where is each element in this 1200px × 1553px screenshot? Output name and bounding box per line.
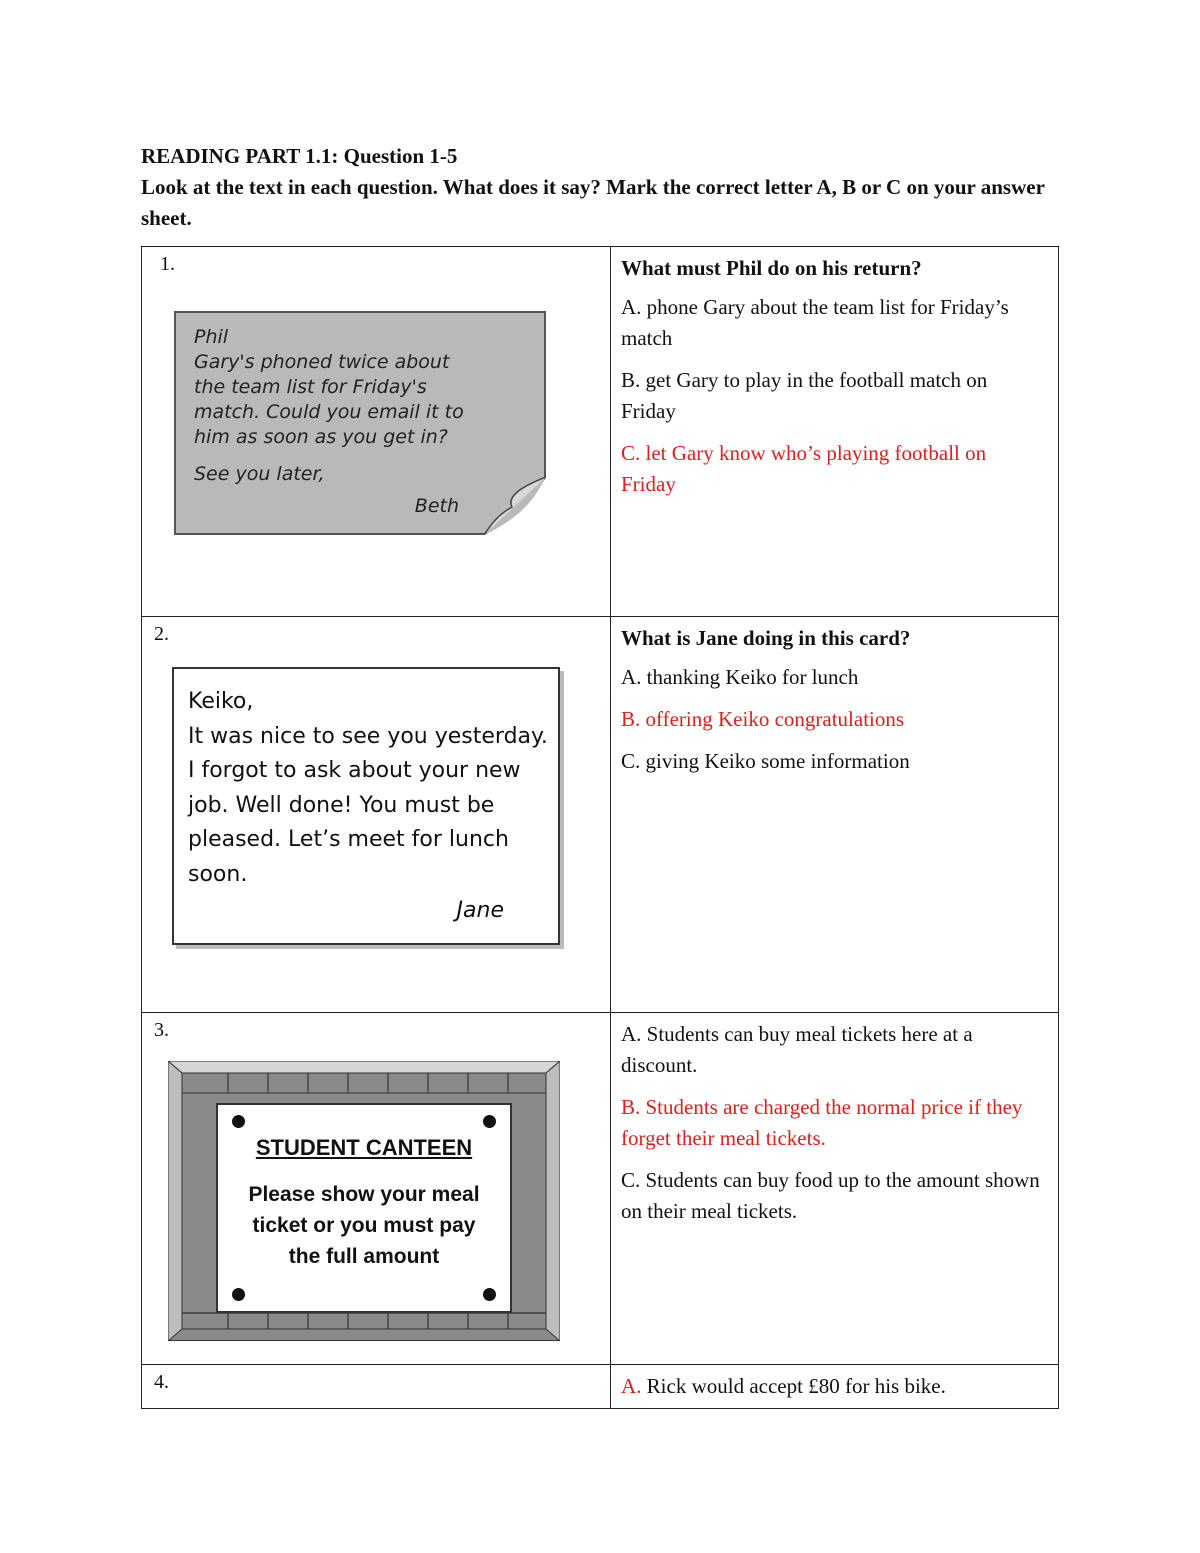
option-b-correct: B. Students are charged the normal price if they forget their meal tickets. <box>621 1095 1023 1150</box>
questions-table <box>141 246 1059 1409</box>
pin-icon <box>483 1288 496 1301</box>
question-1-text-cell <box>142 247 611 617</box>
card-text <box>188 685 558 892</box>
question-row-2 <box>142 617 1059 1013</box>
card-note <box>172 667 560 945</box>
note-line: match. Could you email it to <box>194 401 464 423</box>
question-number: 1. <box>160 253 175 275</box>
question-row-4 <box>142 1365 1059 1409</box>
card-line: soon. <box>188 861 248 887</box>
question-prompt: What must Phil do on his return? <box>621 256 922 280</box>
pin-icon <box>483 1115 496 1128</box>
canteen-sign-image <box>168 1061 560 1341</box>
question-2-answer-cell <box>611 617 1059 1013</box>
question-1-answer-cell <box>611 247 1059 617</box>
card-line: It was nice to see you yesterday. <box>188 723 548 749</box>
pin-icon <box>232 1115 245 1128</box>
option-c: C. giving Keiko some information <box>621 749 910 773</box>
option-a: A. phone Gary about the team list for Friday’s match <box>621 295 1009 350</box>
option-b: B. get Gary to play in the football match on Friday <box>621 368 988 423</box>
sign-panel <box>216 1103 512 1313</box>
note-line: Gary's phoned twice about <box>194 351 450 373</box>
note-text <box>194 325 534 487</box>
option-b-correct: B. offering Keiko congratulations <box>621 707 905 731</box>
card-signature: Jane <box>456 898 504 923</box>
note-line: the team list for Friday's <box>194 376 427 398</box>
option-a: A. Students can buy meal tickets here at a discount. <box>621 1022 973 1077</box>
option-a <box>621 1371 1044 1402</box>
note-line: him as soon as you get in? <box>194 426 448 448</box>
card-line: job. Well done! You must be <box>188 792 495 818</box>
option-c: C. Students can buy food up to the amount shown on their meal tickets. <box>621 1168 1040 1223</box>
page-curl-icon <box>476 475 546 535</box>
question-3-text-cell <box>142 1013 611 1365</box>
sign-line: ticket or you must pay <box>252 1214 476 1237</box>
sign-line: Please show your meal <box>248 1183 480 1206</box>
question-number: 2. <box>154 623 169 645</box>
card-line: pleased. Let’s meet for lunch <box>188 827 509 852</box>
pin-icon <box>232 1288 245 1301</box>
question-4-answer-cell <box>611 1365 1059 1409</box>
option-a-correct-letter: A. <box>621 1374 642 1398</box>
note-closing: See you later, <box>194 463 325 485</box>
option-c-correct: C. let Gary know who’s playing football on Friday <box>621 441 987 496</box>
page-header <box>141 140 1061 234</box>
question-number: 3. <box>154 1019 169 1041</box>
question-row-3 <box>142 1013 1059 1365</box>
sign-title: STUDENT CANTEEN <box>255 1135 473 1160</box>
sticky-note <box>174 311 546 535</box>
question-3-answer-cell <box>611 1013 1059 1365</box>
question-row-1 <box>142 247 1059 617</box>
sticky-note-image <box>166 289 586 559</box>
question-prompt: What is Jane doing in this card? <box>621 626 911 650</box>
card-line: I forgot to ask about your new <box>188 758 521 783</box>
option-a-text: Rick would accept £80 for his bike. <box>641 1374 946 1398</box>
option-a: A. thanking Keiko for lunch <box>621 665 859 689</box>
note-line: Phil <box>194 326 229 348</box>
sign-body <box>218 1179 510 1272</box>
note-signature: Beth <box>414 495 459 517</box>
card-line: Keiko, <box>188 689 254 714</box>
sign-line: the full amount <box>288 1245 440 1268</box>
question-2-text-cell <box>142 617 611 1013</box>
question-4-text-cell <box>142 1365 611 1409</box>
instructions: Look at the text in each question. What does it say? Mark the correct letter A, B or C on your answer sheet. <box>141 175 1045 230</box>
question-number: 4. <box>154 1371 169 1393</box>
page-title: READING PART 1.1: Question 1-5 <box>141 144 458 168</box>
